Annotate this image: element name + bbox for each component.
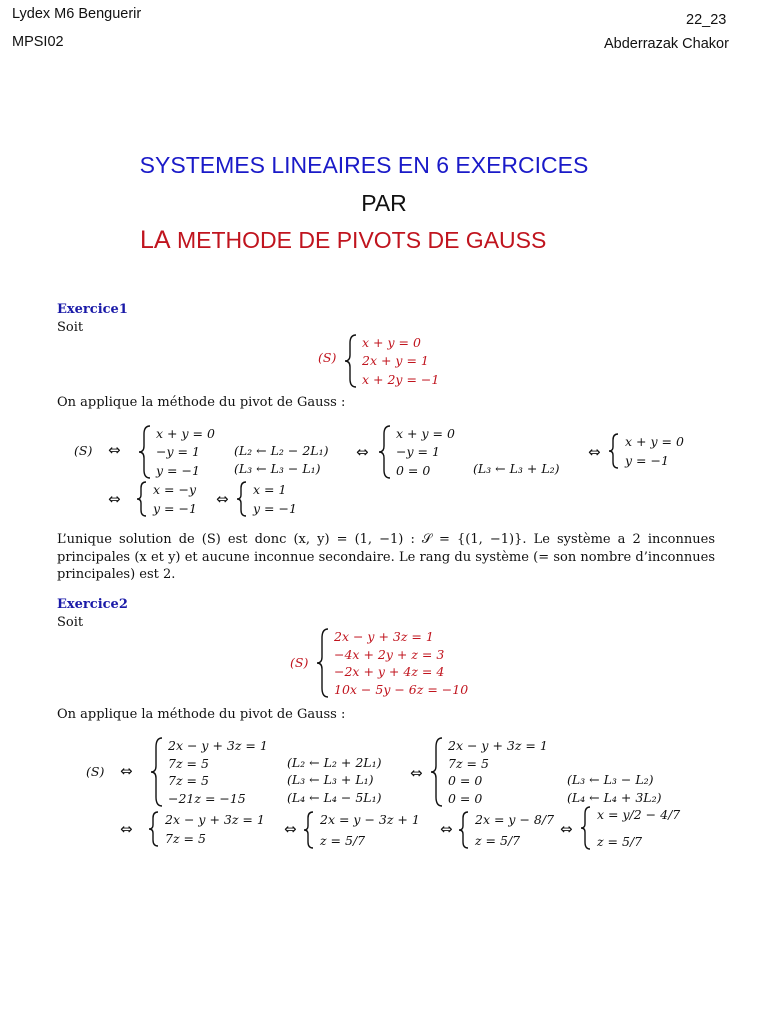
equation: x + y = 0 <box>362 335 421 350</box>
brace-icon <box>303 811 315 849</box>
equation: x = −y <box>153 482 197 497</box>
equation: 0 = 0 <box>396 462 431 478</box>
ex1-step5 <box>236 481 297 517</box>
row-operation: (L₃ ← L₃ + L₂) <box>473 461 560 476</box>
equation: −y = 1 <box>396 444 440 460</box>
ex1-given-system <box>344 334 439 388</box>
equivalence-symbol: ⇔ <box>108 490 121 508</box>
exercise2-heading: Exercice2 <box>57 597 128 612</box>
equation: 0 = 0 <box>448 773 483 788</box>
equation: z = 5/7 <box>320 832 366 848</box>
equation: z = 5/7 <box>597 833 643 849</box>
equation: 7z = 5 <box>168 755 209 771</box>
equation: z = 5/7 <box>475 832 521 848</box>
brace-icon <box>138 425 152 479</box>
ex2-step2 <box>430 737 548 807</box>
brace-icon <box>316 628 330 698</box>
equivalence-symbol: ⇔ <box>440 820 453 838</box>
equation: x + y = 0 <box>396 426 455 441</box>
exercise1-heading: Exercice1 <box>57 302 128 317</box>
row-operation: (L₄ ← L₄ − 5L₁) <box>287 790 382 805</box>
ex1-s-label: (S) <box>74 443 93 458</box>
equation: y = −1 <box>253 500 297 516</box>
equation: x = 1 <box>253 482 287 497</box>
equivalence-symbol: ⇔ <box>120 820 133 838</box>
equation: y = −1 <box>153 500 197 516</box>
ex2-step5 <box>458 811 554 849</box>
ex1-step4 <box>136 481 197 517</box>
ex1-method-text: On applique la méthode du pivot de Gauss : <box>57 395 346 410</box>
equivalence-symbol: ⇔ <box>560 820 573 838</box>
row-operation: (L₃ ← L₃ + L₁) <box>287 772 374 787</box>
class-name: MPSI02 <box>12 34 64 50</box>
equation: x + y = 0 <box>156 426 215 441</box>
row-operation: (L₂ ← L₂ + 2L₁) <box>287 755 382 770</box>
equivalence-symbol: ⇔ <box>410 764 423 782</box>
equation: 0 = 0 <box>448 790 483 806</box>
brace-icon <box>148 811 160 847</box>
equation: y = −1 <box>625 452 669 468</box>
ex2-step4 <box>303 811 420 849</box>
equivalence-symbol: ⇔ <box>588 443 601 461</box>
equation: 2x = y − 8/7 <box>475 812 555 827</box>
brace-icon <box>378 425 392 479</box>
ex1-conclusion: L’unique solution de (S) est donc (x, y) = (1, −1) : 𝒮 = {(1, −1)}. Le système a 2 inconnues principales (x et y) et aucune inconnue secondaire. Le rang du système (= son nombre d’inconnues principales) est 2. <box>57 532 715 582</box>
equivalence-symbol: ⇔ <box>284 820 297 838</box>
title-method: METHODE DE PIVOTS DE GAUSS <box>176 227 547 253</box>
ex1-step1 <box>138 425 215 479</box>
ex2-s-label: (S) <box>86 764 105 779</box>
ex2-system-label: (S) <box>290 655 309 670</box>
equation: −2x + y + 4z = 4 <box>334 664 445 679</box>
ex2-step1 <box>150 737 268 807</box>
equation: 7z = 5 <box>165 830 206 846</box>
ex2-given-system <box>316 628 468 698</box>
equation: −21z = −15 <box>168 790 246 806</box>
brace-icon <box>580 806 592 850</box>
equivalence-symbol: ⇔ <box>356 443 369 461</box>
equation: 2x − y + 3z = 1 <box>334 629 434 644</box>
brace-icon <box>150 737 164 807</box>
title-la: LA <box>140 226 171 254</box>
brace-icon <box>344 334 358 388</box>
equation: −y = 1 <box>156 444 200 460</box>
row-operation: (L₂ ← L₂ − 2L₁) <box>234 443 329 458</box>
brace-icon <box>430 737 444 807</box>
row-operation: (L₃ ← L₃ − L₁) <box>234 461 321 476</box>
brace-icon <box>458 811 470 849</box>
equation: 2x = y − 3z + 1 <box>320 812 420 827</box>
equation: 2x − y + 3z = 1 <box>168 738 268 753</box>
equation: y = −1 <box>156 462 200 478</box>
equation: 10x − 5y − 6z = −10 <box>334 681 469 697</box>
ex2-method-text: On applique la méthode du pivot de Gauss : <box>57 707 346 722</box>
exercise1-soit: Soit <box>57 320 84 335</box>
row-operation: (L₄ ← L₄ + 3L₂) <box>567 790 662 805</box>
equation: 2x − y + 3z = 1 <box>448 738 548 753</box>
ex1-step2 <box>378 425 455 479</box>
equation: 7z = 5 <box>448 755 489 771</box>
exercise2-soit: Soit <box>57 615 84 630</box>
equivalence-symbol: ⇔ <box>120 762 133 780</box>
ex1-step3 <box>608 433 684 469</box>
brace-icon <box>608 433 620 469</box>
brace-icon <box>136 481 148 517</box>
school-year: 22_23 <box>686 12 727 28</box>
author-name: Abderrazak Chakor <box>604 36 729 52</box>
equation: 2x − y + 3z = 1 <box>165 812 265 827</box>
equivalence-symbol: ⇔ <box>216 490 229 508</box>
equation: 7z = 5 <box>168 773 209 788</box>
title-line-1: SYSTEMES LINEAIRES EN 6 EXERCICES <box>139 152 589 178</box>
ex1-system-label: (S) <box>318 350 337 365</box>
equation: x = y/2 − 4/7 <box>597 807 681 822</box>
equation: 2x + y = 1 <box>362 353 429 369</box>
title-line-2: PAR <box>361 190 407 216</box>
equation: −4x + 2y + z = 3 <box>334 646 445 662</box>
equation: x + y = 0 <box>625 434 684 449</box>
ex2-step6 <box>580 806 680 850</box>
title-line-3 <box>140 226 546 255</box>
school-name: Lydex M6 Benguerir <box>12 6 142 22</box>
ex2-step3 <box>148 811 265 847</box>
row-operation: (L₃ ← L₃ − L₂) <box>567 772 654 787</box>
equivalence-symbol: ⇔ <box>108 441 121 459</box>
brace-icon <box>236 481 248 517</box>
equation: x + 2y = −1 <box>362 371 440 387</box>
